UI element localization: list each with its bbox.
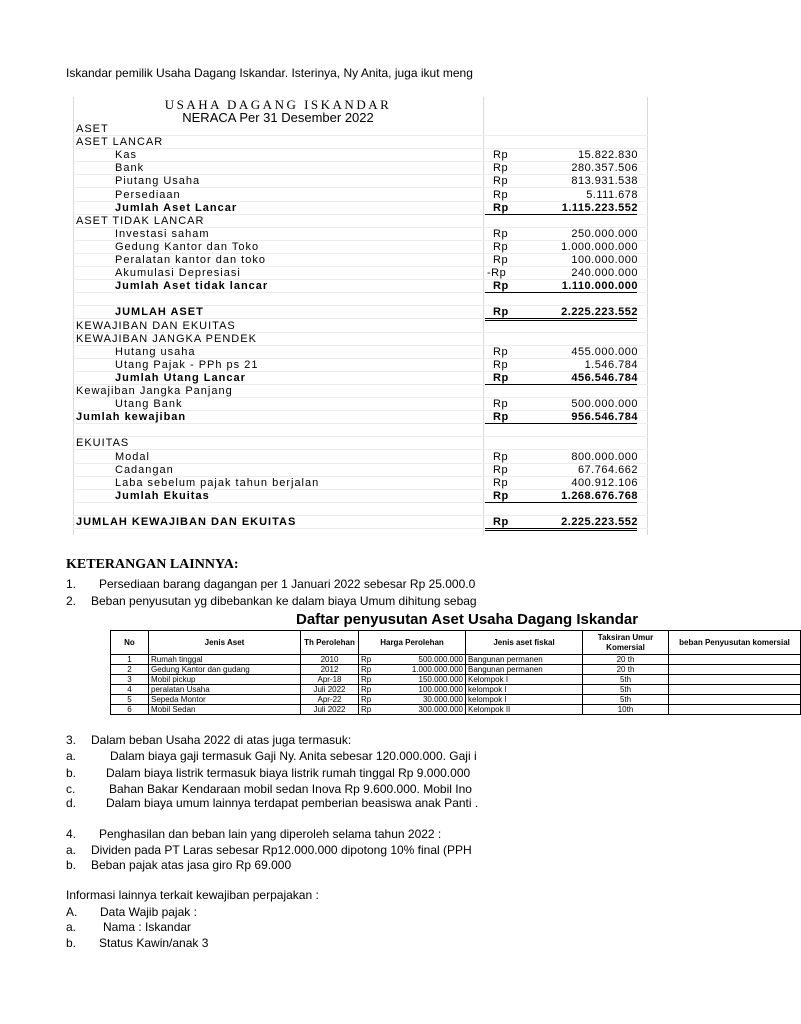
note-number: b. xyxy=(66,858,77,872)
depreciation-header-row xyxy=(111,631,801,655)
balance-row xyxy=(73,477,648,490)
dep-no: 5 xyxy=(111,695,149,705)
dep-harga: 30.000.000 xyxy=(376,695,466,705)
balance-row xyxy=(73,254,648,267)
balance-row xyxy=(73,215,648,228)
balance-row-label: Piutang Usaha xyxy=(115,175,201,188)
balance-row-amount: 455.000.000 xyxy=(571,345,638,358)
balance-row-amount: 1.546.784 xyxy=(584,358,638,371)
note-text: Persediaan barang dagangan per 1 Januari 2022 sebesar Rp 25.000.0 xyxy=(99,577,476,591)
dep-jenis-fiskal: Bangunan permanen xyxy=(466,655,583,665)
note-text: Bahan Bakar Kendaraan mobil sedan Inova Rp 9.600.000. Mobil Ino xyxy=(109,782,472,796)
balance-row-currency: Rp xyxy=(493,398,509,411)
balance-row xyxy=(73,333,648,346)
balance-row-label: Peralatan kantor dan toko xyxy=(115,254,266,266)
balance-row-label: Investasi saham xyxy=(115,227,210,240)
balance-row-amount: 1.115.223.552 xyxy=(561,201,638,214)
balance-row-label: Jumlah Utang Lancar xyxy=(115,371,246,384)
dep-currency: Rp xyxy=(359,655,376,665)
note-number: a. xyxy=(66,749,77,763)
balance-row xyxy=(73,437,648,450)
balance-row-currency: Rp xyxy=(493,450,509,463)
balance-row-currency: Rp xyxy=(493,240,509,253)
info-heading-text: Informasi lainnya terkait kewajiban perpajakan : xyxy=(66,888,319,902)
balance-row-label: Bank xyxy=(115,162,145,175)
balance-row-amount: 240.000.000 xyxy=(571,267,638,280)
dep-beban-penyusutan xyxy=(669,665,801,675)
balance-row-label: Jumlah Aset Lancar xyxy=(115,201,238,214)
note-number: d. xyxy=(66,796,77,810)
note-number: c. xyxy=(66,782,76,796)
balance-row-label: Kas xyxy=(115,149,137,162)
header-no: No xyxy=(111,631,149,655)
balance-row-label: Kewajiban Jangka Panjang xyxy=(76,385,233,397)
dep-taksiran-umur: 5th xyxy=(583,695,669,705)
balance-row-currency: Rp xyxy=(493,345,509,358)
balance-row xyxy=(73,189,648,202)
balance-row-currency: Rp xyxy=(493,201,509,214)
note-text: Penghasilan dan beban lain yang diperoleh selama tahun 2022 : xyxy=(99,827,442,841)
balance-row-currency: Rp xyxy=(493,149,509,162)
balance-row-label: Jumlah Aset tidak lancar xyxy=(115,280,269,293)
balance-row xyxy=(73,424,648,437)
note-number: b. xyxy=(66,766,77,780)
balance-row-currency: Rp xyxy=(493,463,509,476)
balance-row xyxy=(73,162,648,175)
balance-row-amount: 1.268.676.768 xyxy=(561,489,638,502)
dep-beban-penyusutan xyxy=(669,705,801,715)
balance-row-currency: -Rp xyxy=(487,267,507,280)
dep-th-perolehan: Apr-18 xyxy=(301,675,359,685)
dep-taksiran-umur: 5th xyxy=(583,685,669,695)
balance-row-currency: Rp xyxy=(493,489,509,502)
header-beban-penyusutan: beban Penyusutan komersial xyxy=(669,631,801,655)
dep-harga: 300.000.000 xyxy=(376,705,466,715)
balance-row-currency: Rp xyxy=(493,280,509,293)
balance-row-amount: 500.000.000 xyxy=(571,398,638,411)
dep-jenis-aset: Mobil pickup xyxy=(149,675,301,685)
balance-row-amount: 2.225.223.552 xyxy=(561,306,638,319)
balance-row-label: JUMLAH ASET xyxy=(115,306,204,319)
balance-row xyxy=(73,398,648,411)
balance-row xyxy=(73,451,648,464)
total-underline xyxy=(485,528,637,531)
balance-row xyxy=(73,149,648,162)
balance-row-label: ASET xyxy=(76,123,109,135)
balance-row-currency: Rp xyxy=(493,358,509,371)
dep-jenis-aset: Mobil Sedan xyxy=(149,705,301,715)
balance-row xyxy=(73,503,648,516)
balance-row-amount: 2.225.223.552 xyxy=(561,516,638,528)
dep-jenis-aset: Gedung Kantor dan gudang xyxy=(149,665,301,675)
dep-beban-penyusutan xyxy=(669,685,801,695)
depreciation-row xyxy=(111,705,801,715)
note-number: 4. xyxy=(66,827,77,841)
info-number: a. xyxy=(66,920,77,934)
note-text: Dividen pada PT Laras sebesar Rp12.000.000 dipotong 10% final (PPH xyxy=(91,843,472,857)
dep-th-perolehan: Juli 2022 xyxy=(301,685,359,695)
balance-row-currency: Rp xyxy=(493,254,509,266)
note-text: Beban pajak atas jasa giro Rp 69.000 xyxy=(91,858,292,872)
header-harga-perolehan: Harga Perolehan xyxy=(359,631,466,655)
dep-th-perolehan: Juli 2022 xyxy=(301,705,359,715)
balance-row-label: Utang Bank xyxy=(115,398,183,411)
info-text: Data Wajib pajak : xyxy=(100,905,197,919)
dep-harga: 150.000.000 xyxy=(376,675,466,685)
depreciation-row xyxy=(111,655,801,665)
balance-row-amount: 250.000.000 xyxy=(571,227,638,240)
dep-beban-penyusutan xyxy=(669,695,801,705)
balance-row-currency: Rp xyxy=(493,188,509,201)
balance-row-label: JUMLAH KEWAJIBAN DAN EKUITAS xyxy=(76,516,297,528)
dep-harga: 500.000.000 xyxy=(376,655,466,665)
dep-taksiran-umur: 5th xyxy=(583,675,669,685)
dep-beban-penyusutan xyxy=(669,655,801,665)
balance-row-label: Utang Pajak - PPh ps 21 xyxy=(115,358,259,371)
balance-row-amount: 1.000.000.000 xyxy=(561,240,638,253)
balance-row-amount: 800.000.000 xyxy=(571,450,638,463)
balance-row xyxy=(73,241,648,254)
dep-no: 3 xyxy=(111,675,149,685)
balance-row xyxy=(73,136,648,149)
balance-row-label: Laba sebelum pajak tahun berjalan xyxy=(115,476,320,489)
balance-row-label: Cadangan xyxy=(115,463,174,476)
balance-row-label: Jumlah Ekuitas xyxy=(115,489,210,502)
dep-currency: Rp xyxy=(359,685,376,695)
dep-currency: Rp xyxy=(359,675,376,685)
balance-row-currency: Rp xyxy=(493,227,509,240)
balance-row-label: Gedung Kantor dan Toko xyxy=(115,240,260,253)
balance-row xyxy=(73,464,648,477)
dep-taksiran-umur: 10th xyxy=(583,705,669,715)
note-number: a. xyxy=(66,843,77,857)
dep-currency: Rp xyxy=(359,705,376,715)
balance-row-amount: 813.931.538 xyxy=(571,175,638,188)
balance-row-label: Persediaan xyxy=(115,188,181,201)
balance-sheet-subtitle: NERACA Per 31 Desember 2022 xyxy=(182,110,374,125)
balance-row xyxy=(73,320,648,333)
depreciation-row xyxy=(111,695,801,705)
dep-jenis-aset: Sepeda Montor xyxy=(149,695,301,705)
note-text: Dalam biaya listrik termasuk biaya listrik rumah tinggal Rp 9.000.000 xyxy=(106,766,471,780)
dep-jenis-fiskal: kelompok I xyxy=(466,685,583,695)
balance-row-label: KEWAJIBAN DAN EKUITAS xyxy=(76,319,236,332)
balance-row-currency: Rp xyxy=(493,162,509,175)
balance-row-amount: 280.357.506 xyxy=(571,162,638,175)
balance-row-amount: 400.912.106 xyxy=(571,476,638,489)
dep-no: 2 xyxy=(111,665,149,675)
balance-row xyxy=(73,267,648,280)
dep-th-perolehan: 2012 xyxy=(301,665,359,675)
balance-row-amount: 15.822.830 xyxy=(577,149,638,162)
dep-jenis-aset: peralatan Usaha xyxy=(149,685,301,695)
dep-th-perolehan: Apr-22 xyxy=(301,695,359,705)
info-text: Nama : Iskandar xyxy=(103,920,192,934)
depreciation-row xyxy=(111,675,801,685)
note-text: Beban penyusutan yg dibebankan ke dalam biaya Umum dihitung sebag xyxy=(91,594,477,608)
balance-row-label: EKUITAS xyxy=(76,437,130,450)
dep-jenis-fiskal: Kelompok I xyxy=(466,675,583,685)
note-text: Dalam biaya umum lainnya terdapat pemberian beasiswa anak Panti . xyxy=(106,796,479,810)
dep-currency: Rp xyxy=(359,695,376,705)
info-number: b. xyxy=(66,936,77,950)
balance-row-label: KEWAJIBAN JANGKA PENDEK xyxy=(76,332,257,345)
depreciation-row xyxy=(111,685,801,695)
balance-row-label: Hutang usaha xyxy=(115,345,196,358)
balance-row xyxy=(73,175,648,188)
balance-row-currency: Rp xyxy=(493,411,509,424)
dep-jenis-fiskal: Bangunan permanen xyxy=(466,665,583,675)
dep-jenis-aset: Rumah tinggal xyxy=(149,655,301,665)
dep-harga: 100.000.000 xyxy=(376,685,466,695)
balance-row-currency: Rp xyxy=(493,516,509,528)
balance-row-amount: 956.546.784 xyxy=(571,411,638,424)
balance-row-label: ASET LANCAR xyxy=(76,136,164,149)
balance-sheet-title: USAHA DAGANG ISKANDAR xyxy=(164,97,392,112)
notes-heading: KETERANGAN LAINNYA: xyxy=(66,557,239,572)
depreciation-title: Daftar penyusutan Aset Usaha Dagang Iskandar xyxy=(296,611,639,628)
balance-row xyxy=(73,346,648,359)
info-number: A. xyxy=(66,905,78,919)
dep-harga: 1.000.000.000 xyxy=(376,665,466,675)
balance-row-currency: Rp xyxy=(493,175,509,188)
intro-text: Iskandar pemilik Usaha Dagang Iskandar. Isterinya, Ny Anita, juga ikut meng xyxy=(66,66,473,80)
balance-row-label: Jumlah kewajiban xyxy=(76,411,187,424)
dep-no: 4 xyxy=(111,685,149,695)
dep-no: 6 xyxy=(111,705,149,715)
balance-row xyxy=(73,293,648,306)
balance-row xyxy=(73,228,648,241)
balance-row-amount: 1.110.000.000 xyxy=(561,280,638,293)
dep-taksiran-umur: 20 th xyxy=(583,665,669,675)
dep-taksiran-umur: 20 th xyxy=(583,655,669,665)
balance-row-amount: 5.111.678 xyxy=(586,188,638,201)
balance-row-label: Modal xyxy=(115,450,150,463)
header-jenis-aset: Jenis Aset xyxy=(149,631,301,655)
note-text: Dalam biaya gaji termasuk Gaji Ny. Anita sebesar 120.000.000. Gaji i xyxy=(110,749,477,763)
depreciation-table xyxy=(110,630,801,715)
balance-row-label: ASET TIDAK LANCAR xyxy=(76,214,205,227)
note-number: 3. xyxy=(66,733,77,747)
note-text: Dalam beban Usaha 2022 di atas juga termasuk: xyxy=(91,733,352,747)
balance-row-amount: 456.546.784 xyxy=(571,371,638,384)
header-taksiran-umur: Taksiran Umur Komersial xyxy=(583,631,669,655)
balance-row-amount: 67.764.662 xyxy=(577,463,638,476)
balance-row-label: Akumulasi Depresiasi xyxy=(115,267,241,280)
note-number: 1. xyxy=(66,577,77,591)
header-jenis-aset-fiskal: Jenis aset fiskal xyxy=(466,631,583,655)
dep-currency: Rp xyxy=(359,665,376,675)
info-text: Status Kawin/anak 3 xyxy=(99,936,209,950)
balance-row xyxy=(73,359,648,372)
depreciation-row xyxy=(111,665,801,675)
note-number: 2. xyxy=(66,594,77,608)
dep-jenis-fiskal: kelompok I xyxy=(466,695,583,705)
balance-row xyxy=(73,385,648,398)
balance-sheet xyxy=(73,97,648,535)
header-th-perolehan: Th Perolehan xyxy=(301,631,359,655)
balance-row-currency: Rp xyxy=(493,476,509,489)
dep-th-perolehan: 2010 xyxy=(301,655,359,665)
dep-no: 1 xyxy=(111,655,149,665)
balance-row xyxy=(73,123,648,136)
balance-row-amount: 100.000.000 xyxy=(571,254,638,266)
dep-jenis-fiskal: Kelompok II xyxy=(466,705,583,715)
balance-row-currency: Rp xyxy=(493,371,509,384)
balance-row-currency: Rp xyxy=(493,306,509,319)
dep-beban-penyusutan xyxy=(669,675,801,685)
